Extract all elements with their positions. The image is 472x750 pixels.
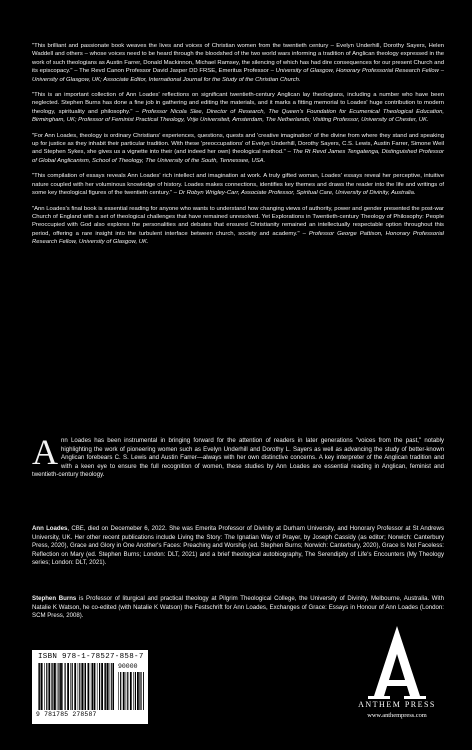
barcode-bar (101, 663, 103, 710)
book-description (32, 432, 444, 480)
barcode-bar (104, 663, 105, 710)
barcode-bar (46, 663, 47, 710)
barcode-bar (85, 663, 86, 710)
endorsement-attribution: Dr Robyn Wrigley-Carr, Associate Professor, Spiritual Care, University of Divinity, Australia. (178, 190, 416, 197)
barcode-bar (70, 663, 71, 710)
barcode-bar (51, 663, 52, 710)
barcode-bar (38, 663, 39, 710)
barcode-bar (62, 663, 63, 710)
isbn-barcode (32, 650, 148, 724)
barcode-bar (133, 672, 134, 710)
barcode-bar (44, 663, 45, 710)
barcode-digits: 9 781785 278587 (36, 711, 97, 718)
price-addon-digits: 90000 (118, 663, 138, 670)
endorsement: "This is an important collection of Ann Loades' reflections on significant twentieth-century Anglican lay theologians, including a number who have been neglected. Stephen Burns has done a fine job in gathering and editing the materials, and it marks a fitting memorial to Loades' huge contribution to modern theology, spirituality and philosophy." – Professor Nicola Slee, Director of Research, The Queen's Foundation for Ecumenical Theological Education, Birmingham, UK; Professor of Feminist Practical Theology, Vrije Universiteit, Amsterdam, The Netherlands; Visiting Professor, University of Chester, UK. (32, 92, 444, 124)
endorsement: "This brilliant and passionate book weaves the lives and voices of Christian women from the twentieth century – Evelyn Underhill, Dorothy Sayers, Helen Waddell and others – whose voices need to be heard through the bloodshed of the two world wars informing a tradition of Anglican theology expressed in the work of such theologians as Austin Farrer, Donald Mackinnon, Michael Ramsey, the silencing of which has had dire consequences for our present Church and its episcopacy." – The Revd Canon Professor David Jasper DD FRSE, Emeritus Professor – University of Glasgow, Honorary Professorial Research Fellow – University of Glasgow, UK; Associate Editor, International Journal for the Study of the Christian Church. (32, 43, 444, 83)
barcode-bar (39, 663, 40, 710)
barcode-bar (60, 663, 62, 710)
author-name: Ann Loades (32, 525, 68, 533)
barcode-bar (48, 663, 50, 710)
endorsement-attribution: The Rt Revd James Tengatenga, Distinguished Professor of Global Anglicanism, School of Theology, The University of the South, Tennessee, USA. (32, 149, 444, 164)
endorsement: "For Ann Loades, theology is ordinary Christians' experiences, questions, quests and 'creative imagination' of the divine from where they stand and speaking up for justice as they inhabit their particular tradition. With these 'preoccupations' of Evelyn Underhill, Dorothy Sayers, C.S. Lewis, Austin Farrer, Simone Weil and Stephen Sykes, she gives us a vignette into their (and indeed her own) theological method." – The Rt Revd James Tengatenga, Distinguished Professor of Global Anglicanism, School of Theology, The University of the South, Tennessee, USA. (32, 132, 444, 164)
barcode-bar (94, 663, 96, 710)
barcode-bar (120, 672, 121, 710)
barcode-bar (143, 672, 144, 710)
barcode-bar (91, 663, 92, 710)
barcode-bar (74, 663, 76, 710)
barcode-bar (105, 663, 106, 710)
barcode-bar (78, 663, 79, 710)
barcode-bar (54, 663, 56, 710)
barcode-bar (97, 663, 98, 710)
barcode-bar (113, 663, 114, 710)
barcode-bar (88, 663, 90, 710)
barcode-bar (140, 672, 141, 710)
author-bio: Ann Loades, CBE, died on Decemeber 6, 2022. She was Emerita Professor of Divinity at Durham University, and Honorary Professor at St Andrews University, UK. Her other recent publications include Living the Story: The Ignatian Way of Prayer, by Joseph Cassidy (as editor; Norwich: Canterbury Press, 2020), Grace and Glory in One Another's Faces: Preaching and Worship (ed. Stephen Burns; Norwich: Canterbury, 2020), Grace Is Not Faceless: Reflection on Mary (ed. Stephen Burns; London: DLT, 2021) and a brief theological autobiography, The Serendipity of Life's Encounters (My Theology series; London: DLT, 2021). (32, 525, 445, 567)
description-text: nn Loades has been instrumental in bringing forward for the attention of readers in later generations "voices from the past," notably highlighting the work of pioneering women such as Evelyn Underhill and Dorothy L. Sayers as well as advancing the study of better-known Anglican forebears C. S. Lewis and Austin Farrer—always with her own distinctive concerns. A key interpreter of the Anglican tradition and with a keen eye to ensure the full recognition of women, these studies by Ann Loades are essential reading in Anglican, feminist and twentieth-century theology. (32, 437, 444, 479)
anthem-press-logo-icon (352, 624, 442, 744)
barcode-bar (99, 663, 100, 710)
barcode-bar (130, 672, 132, 710)
barcode-bar (84, 663, 85, 710)
editor-bio: Stephen Burns is Professor of liturgical and practical theology at Pilgrim Theological College, the University of Divinity, Melbourne, Australia. With Natalie K Watson, he co-edited (with Natalie K Watson) the Festschrift for Ann Loades, Exchanges of Grace: Essays in Honour of Ann Loades (London: SCM Press, 2008). (32, 595, 444, 620)
barcode-bar (123, 672, 125, 710)
barcode-bar (135, 672, 136, 710)
endorsement-attribution: Professor Nicola Slee, Director of Research, The Queen's Foundation for Ecumenical Theological Education, Birmingham, UK; Professor of Feminist Practical Theology, Vrije Universiteit, Amsterdam, The Netherlands; Visiting Professor, University of Chester, UK. (32, 108, 444, 124)
barcode-bar (111, 663, 112, 710)
barcode-bar (127, 672, 128, 710)
barcode-bar (139, 672, 140, 710)
barcode-bar (81, 663, 83, 710)
barcode-bar (137, 672, 139, 710)
barcode-bar (52, 663, 53, 710)
endorsement: "Ann Loades's final book is essential reading for anyone who wants to understand how changing views of authority, power and gender presented the post-war Church of England with a set of theological challenges that have remained unresolved. Yet Explorations in Twentieth-century Theology of Philosophy: People Preoccupied with God also explores the personalities and debates that ensured Christianity remained an intellectually respectable option throughout this period, offering a rare insight into the turbulent interface between church, society and academy." – Professor George Pattison, Honorary Professorial Research Fellow, University of Glasgow, UK. (32, 205, 444, 246)
barcode-bars (38, 663, 114, 710)
publisher-url[interactable]: www.anthempress.com (367, 712, 427, 719)
barcode-bar (72, 663, 73, 710)
barcode-bar (41, 663, 43, 710)
endorsement-attribution: University of Glasgow, Honorary Professorial Research Fellow – University of Glasgow, UK; Associate Editor, International Journal for the Study of the Christian Church. (32, 68, 444, 83)
barcode-bar (107, 663, 109, 710)
barcode-bar (79, 663, 80, 710)
endorsement-attribution: Professor George Pattison, Honorary Professorial Research Fellow, University of Glasgow, UK. (32, 230, 444, 246)
barcode-bar (67, 663, 69, 710)
barcode-bar (92, 663, 93, 710)
isbn-label: ISBN 978-1-78527-858-7 (38, 653, 144, 661)
barcode-bar (110, 663, 111, 710)
drop-cap: A (32, 432, 58, 472)
editor-name: Stephen Burns (32, 595, 77, 603)
barcode-bar (58, 663, 59, 710)
publisher-name: ANTHEM PRESS (358, 700, 436, 709)
endorsement: "This compilation of essays reveals Ann Loades' rich intellect and imagination at work. A truly gifted woman, Loades' essays reveal her perceptive, intuitive nature coupled with her voluminous knowledge of history. Loades makes connections, identifies key themes and draws the reader into the life and writings of some key theological figures of the twentieth century." – Dr Robyn Wrigley-Carr, Associate Professor, Spiritual Care, University of Divinity, Australia. (32, 173, 444, 197)
endorsements (32, 42, 444, 254)
barcode-bar (57, 663, 58, 710)
barcode-bar (126, 672, 127, 710)
barcode-bar (65, 663, 66, 710)
price-addon-bars (118, 672, 144, 710)
barcode-bar (118, 672, 119, 710)
